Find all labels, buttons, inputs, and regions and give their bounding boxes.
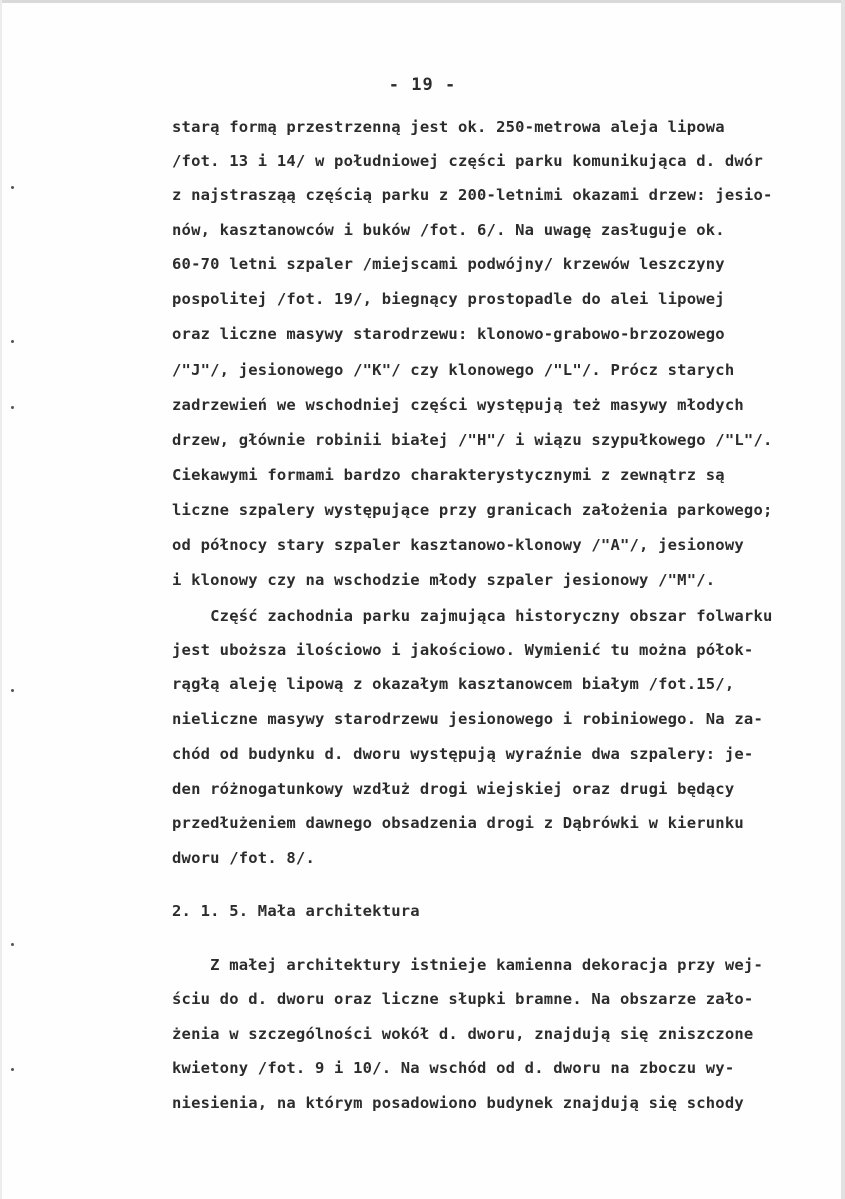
- text-line: Ciekawymi formami bardzo charakterystycznymi z zewnątrz są: [172, 466, 725, 484]
- text-line: drzew, głównie robinii białej /"H"/ i wiązu szypułkowego /"L"/.: [172, 431, 773, 449]
- text-line: 60-70 letni szpaler /miejscami podwójny/ krzewów leszczyny: [172, 255, 725, 273]
- text-line: z najstrasząą częścią parku z 200-letnimi okazami drzew: jesio-: [172, 186, 773, 204]
- section-heading: 2. 1. 5. Mała architektura: [172, 902, 420, 920]
- text-line: nieliczne masywy starodrzewu jesionowego i robiniowego. Na za-: [172, 710, 763, 728]
- margin-mark: [11, 406, 14, 409]
- page-number: - 19 -: [388, 75, 457, 95]
- text-line: nów, kasztanowców i buków /fot. 6/. Na uwagę zasługuje ok.: [172, 221, 725, 239]
- text-line: liczne szpalery występujące przy granicach założenia parkowego;: [172, 501, 773, 519]
- scan-edge-top: [0, 0, 845, 3]
- text-line: rągłą aleję lipową z okazałym kasztanowcem białym /fot.15/,: [172, 675, 735, 693]
- margin-mark: [11, 689, 14, 692]
- text-line: Część zachodnia parku zajmująca historyczny obszar folwarku: [172, 607, 773, 625]
- text-line: /fot. 13 i 14/ w południowej części parku komunikująca d. dwór: [172, 152, 763, 170]
- text-line: kwietony /fot. 9 i 10/. Na wschód od d. dworu na zboczu wy-: [172, 1059, 735, 1077]
- text-line: i klonowy czy na wschodzie młody szpaler jesionowy /"M"/.: [172, 571, 716, 589]
- scan-edge-left: [0, 0, 2, 1199]
- text-line: zadrzewień we wschodniej części występują też masywy młodych: [172, 396, 744, 414]
- text-line: /"J"/, jesionowego /"K"/ czy klonowego /"L"/. Prócz starych: [172, 361, 735, 379]
- text-line: żenia w szczególności wokół d. dworu, znajdują się zniszczone: [172, 1025, 754, 1043]
- text-line: dworu /fot. 8/.: [172, 849, 315, 867]
- text-line: od północy stary szpaler kasztanowo-klonowy /"A"/, jesionowy: [172, 536, 744, 554]
- text-line: ściu do d. dworu oraz liczne słupki bramne. Na obszarze zało-: [172, 990, 754, 1008]
- margin-mark: [11, 340, 14, 343]
- margin-mark: [11, 186, 14, 189]
- margin-mark: [11, 1068, 14, 1071]
- margin-mark: [11, 943, 14, 946]
- text-line: den różnogatunkowy wzdłuż drogi wiejskiej oraz drugi będący: [172, 780, 735, 798]
- text-line: jest uboższa ilościowo i jakościowo. Wymienić tu można półok-: [172, 641, 754, 659]
- text-line: chód od budynku d. dworu występują wyraźnie dwa szpalery: je-: [172, 745, 754, 763]
- text-line: starą formą przestrzenną jest ok. 250-metrowa aleja lipowa: [172, 118, 725, 136]
- text-line: Z małej architektury istnieje kamienna dekoracja przy wej-: [172, 956, 763, 974]
- text-line: niesienia, na którym posadowiono budynek znajdują się schody: [172, 1094, 744, 1112]
- scan-edge-right: [841, 0, 845, 1199]
- text-line: przedłużeniem dawnego obsadzenia drogi z Dąbrówki w kierunku: [172, 814, 744, 832]
- text-line: pospolitej /fot. 19/, biegnący prostopadle do alei lipowej: [172, 290, 725, 308]
- text-line: oraz liczne masywy starodrzewu: klonowo-grabowo-brzozowego: [172, 325, 725, 343]
